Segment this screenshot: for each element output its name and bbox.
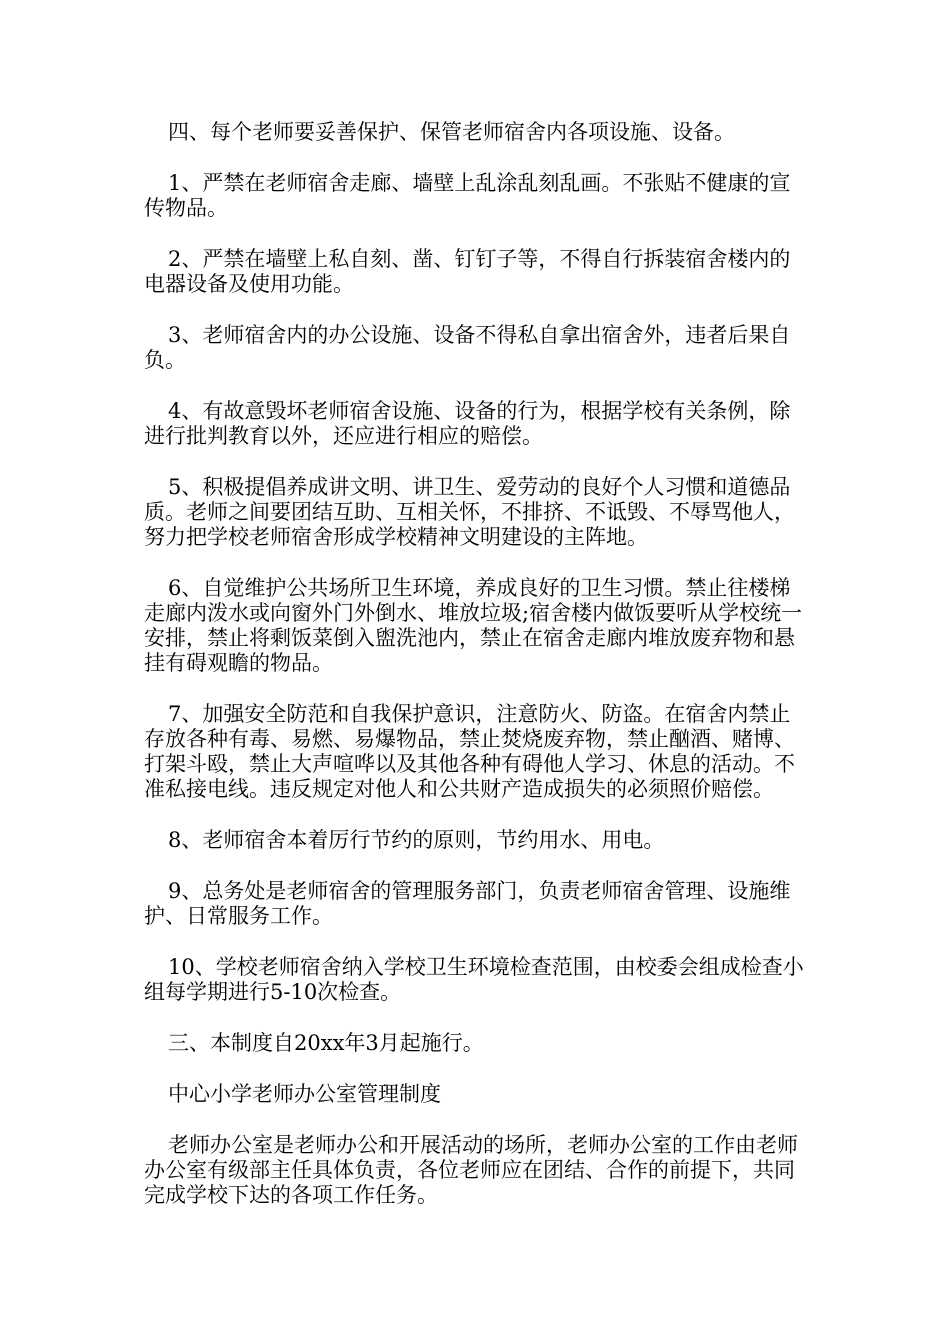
paragraph-section-four: 四、每个老师要妥善保护、保管老师宿舍内各项设施、设备。 [168, 120, 735, 144]
paragraph-section-three: 三、本制度自20xx年3月起施行。 [168, 1031, 484, 1055]
paragraph-rule-1: 1、严禁在老师宿舍走廊、墙壁上乱涂乱刻乱画。不张贴不健康的宣传物品。 [144, 171, 791, 220]
paragraph-rule-4: 4、有故意毁坏老师宿舍设施、设备的行为，根据学校有关条例，除进行批判教育以外，还应进行相应的赔偿。 [144, 399, 791, 448]
paragraph-office-intro: 老师办公室是老师办公和开展活动的场所，老师办公室的工作由老师办公室有级部主任具体负责，各位老师应在团结、合作的前提下，共同完成学校下达的各项工作任务。 [144, 1133, 798, 1207]
paragraph-rule-10: 10、学校老师宿舍纳入学校卫生环境检查范围，由校委会组成检查小组每学期进行5-10次检查。 [144, 955, 804, 1004]
paragraph-rule-5: 5、积极提倡养成讲文明、讲卫生、爱劳动的良好个人习惯和道德品质。老师之间要团结互助、互相关怀，不排挤、不诋毁、不辱骂他人，努力把学校老师宿舍形成学校精神文明建设的主阵地。 [144, 475, 795, 549]
paragraph-rule-9: 9、总务处是老师宿舍的管理服务部门，负责老师宿舍管理、设施维护、日常服务工作。 [144, 879, 791, 928]
paragraph-rule-3: 3、老师宿舍内的办公设施、设备不得私自拿出宿舍外，违者后果自负。 [144, 323, 791, 372]
paragraph-rule-8: 8、老师宿舍本着厉行节约的原则，节约用水、用电。 [168, 828, 665, 852]
document-body [144, 120, 809, 1234]
paragraph-rule-7: 7、加强安全防范和自我保护意识，注意防火、防盗。在宿舍内禁止存放各种有毒、易燃、易爆物品，禁止焚烧废弃物，禁止酗酒、赌博、打架斗殴，禁止大声喧哗以及其他各种有碍他人学习、休息的活动。不准私接电线。违反规定对他人和公共财产造成损失的必须照价赔偿。 [144, 702, 795, 801]
paragraph-rule-2: 2、严禁在墙壁上私自刻、凿、钉钉子等，不得自行拆装宿舍楼内的电器设备及使用功能。 [144, 247, 791, 296]
paragraph-rule-6: 6、自觉维护公共场所卫生环境，养成良好的卫生习惯。禁止往楼梯走廊内泼水或向窗外门外倒水、堆放垃圾;宿舍楼内做饭要听从学校统一安排，禁止将剩饭菜倒入盥洗池内，禁止在宿舍走廊内堆放废弃物和悬挂有碍观瞻的物品。 [144, 576, 803, 675]
section-heading: 中心小学老师办公室管理制度 [168, 1082, 441, 1106]
